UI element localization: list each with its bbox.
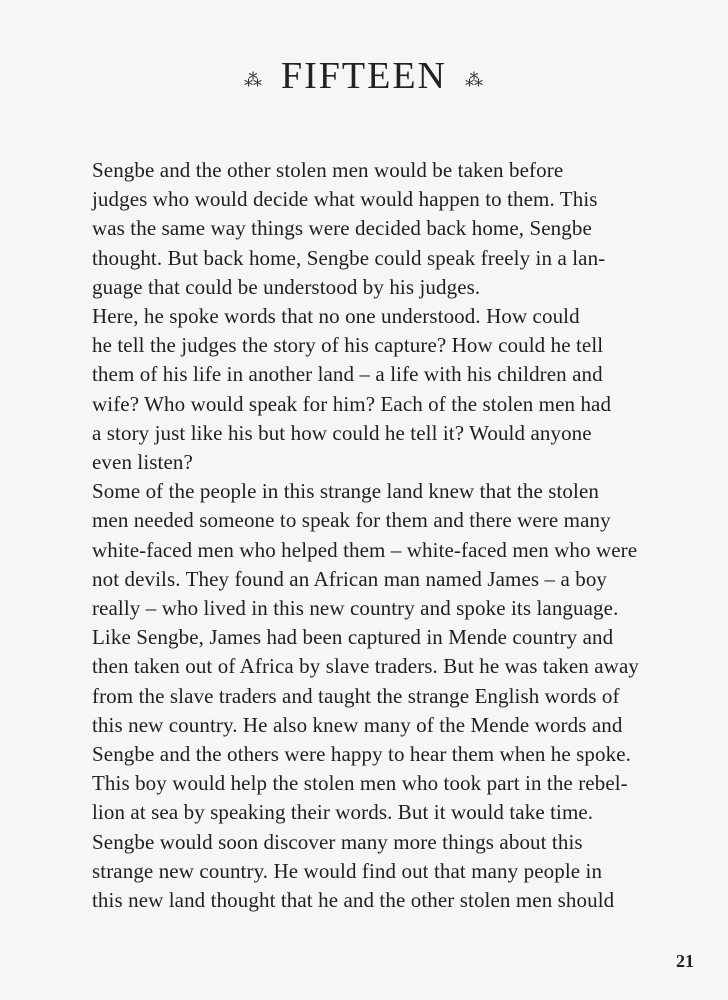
text-line: lion at sea by speaking their words. But it would take time. xyxy=(92,800,594,825)
text-line: this new land thought that he and the other stolen men should xyxy=(92,888,615,913)
text-line: guage that could be understood by his judges. xyxy=(92,274,481,299)
text-line: Sengbe and the other stolen men would be taken before xyxy=(92,158,564,182)
text-line: not devils. They found an African man named James – a boy xyxy=(92,566,608,591)
paragraph xyxy=(48,828,670,916)
text-line: judges who would decide what would happen to them. This xyxy=(92,187,598,212)
right-ornament-icon: ⁂ xyxy=(465,69,484,90)
text-line: wife? Who would speak for him? Each of the stolen men had xyxy=(92,391,612,416)
text-line: white-faced men who helped them – white-faced men who were xyxy=(92,537,638,562)
text-line: even listen? xyxy=(92,450,193,475)
text-line: then taken out of Africa by slave traders. But he was taken away xyxy=(92,654,639,679)
text-line: thought. But back home, Sengbe could speak freely in a lan- xyxy=(92,245,606,270)
text-line: really – who lived in this new country and spoke its language. xyxy=(92,596,619,621)
left-ornament-icon: ⁂ xyxy=(244,69,263,90)
text-line: Like Sengbe, James had been captured in Mende country and xyxy=(92,625,614,650)
text-line: Some of the people in this strange land knew that the stolen xyxy=(92,479,599,504)
text-line: this new country. He also knew many of the Mende words and xyxy=(92,712,623,737)
paragraph xyxy=(48,156,670,302)
text-line: strange new country. He would find out that many people in xyxy=(92,858,603,883)
text-line: from the slave traders and taught the strange English words of xyxy=(92,683,620,708)
text-line: he tell the judges the story of his capture? How could he tell xyxy=(92,333,604,358)
text-line: them of his life in another land – a life with his children and xyxy=(92,362,603,387)
text-line: Sengbe would soon discover many more things about this xyxy=(92,829,583,854)
page-number: 21 xyxy=(676,951,694,971)
chapter-body xyxy=(48,156,670,915)
chapter-title: FIFTEEN xyxy=(281,55,447,97)
chapter-heading xyxy=(0,54,728,98)
text-line: Sengbe and the others were happy to hear them when he spoke. xyxy=(92,742,631,767)
paragraph xyxy=(48,477,670,827)
text-line: Here, he spoke words that no one understood. How could xyxy=(92,304,580,329)
text-line: a story just like his but how could he tell it? Would anyone xyxy=(92,420,592,445)
text-line: men needed someone to speak for them and there were many xyxy=(92,508,611,533)
text-line: was the same way things were decided back home, Sengbe xyxy=(92,216,592,241)
paragraph xyxy=(48,302,670,477)
text-line: This boy would help the stolen men who took part in the rebel- xyxy=(92,771,628,796)
